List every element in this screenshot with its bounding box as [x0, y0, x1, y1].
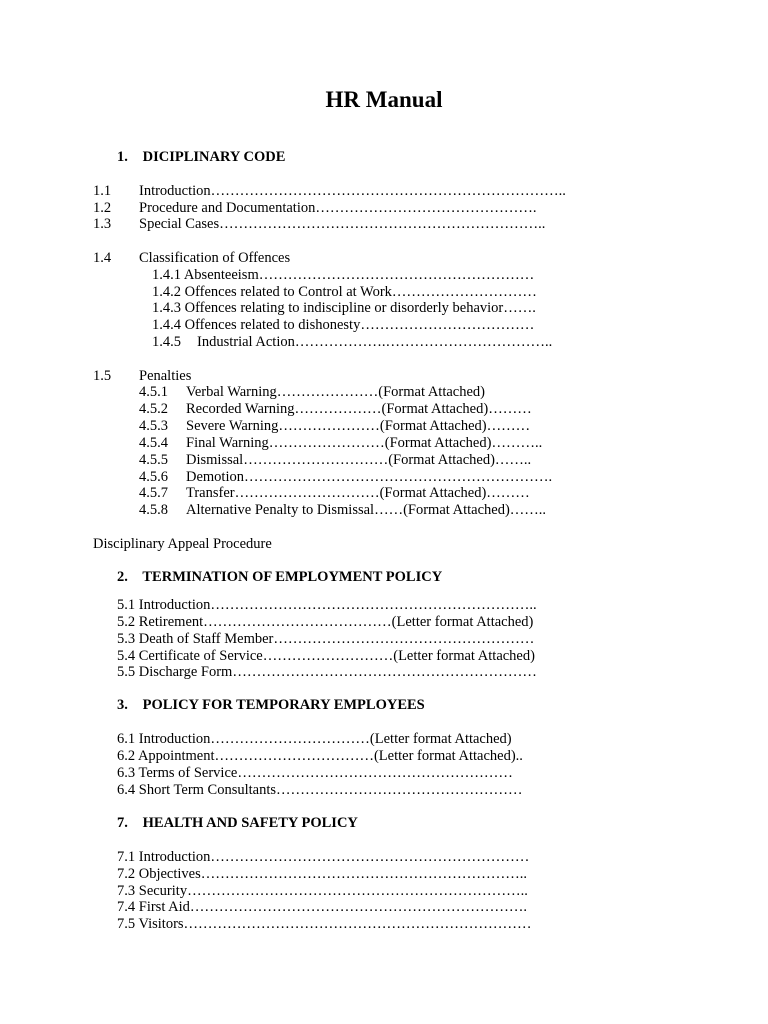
toc-item: [93, 368, 191, 385]
toc-item: 7.1 Introduction…………………………………………………………: [117, 849, 530, 865]
section-title: HEALTH AND SAFETY POLICY: [142, 815, 358, 831]
section-heading-temporary-employees: [117, 697, 425, 714]
section-title: POLICY FOR TEMPORARY EMPLOYEES: [142, 697, 425, 713]
item-number: 1.4.5: [152, 334, 181, 350]
item-number: 4.5.4: [139, 435, 168, 451]
penalty-item: [139, 502, 546, 519]
toc-item: [93, 250, 290, 267]
toc-subitem: 1.4.3 Offences relating to indiscipline or disorderly behavior…….: [152, 300, 536, 316]
item-number: 4.5.2: [139, 401, 168, 417]
item-text: Transfer…………………………(Format Attached)………: [186, 485, 530, 501]
penalty-item: [139, 452, 531, 469]
item-number: 1.3: [93, 216, 112, 232]
toc-subitem: [152, 334, 552, 351]
item-text: Alternative Penalty to Dismissal……(Format Attached)……..: [186, 502, 547, 518]
section-number: 3.: [117, 697, 128, 713]
item-text: Introduction………………………………………………………………..: [139, 183, 566, 199]
penalty-item: [139, 418, 530, 435]
item-text: Penalties: [139, 368, 192, 384]
toc-item: 6.2 Appointment……………………………(Letter format Attached)..: [117, 748, 523, 764]
item-number: 4.5.1: [139, 384, 168, 400]
section-number: 1.: [117, 149, 128, 165]
toc-item: 5.2 Retirement…………………………………(Letter format Attached): [117, 614, 534, 630]
item-text: Industrial Action……………….……………………………..: [197, 334, 553, 350]
toc-item: 7.5 Visitors………………………………………………………………: [117, 916, 532, 932]
item-number: 1.1: [93, 183, 112, 199]
section-number: 7.: [117, 815, 128, 831]
item-text: Final Warning……………………(Format Attached)………..: [186, 435, 543, 451]
item-text: Dismissal…………………………(Format Attached)……..: [186, 452, 532, 468]
penalty-item: [139, 485, 530, 502]
toc-item: 5.1 Introduction…………………………………………………………..: [117, 597, 537, 613]
page-title: HR Manual: [325, 87, 443, 112]
item-text: Demotion……………………………………………………….: [186, 469, 553, 485]
toc-item: 7.2 Objectives…………………………………………………………..: [117, 866, 528, 882]
toc-item: 7.3 Security……………………………………………………………..: [117, 883, 528, 899]
item-number: 4.5.8: [139, 502, 168, 518]
penalty-item: [139, 401, 532, 418]
item-text: Verbal Warning…………………(Format Attached): [186, 384, 485, 400]
section-heading-health-safety: [117, 815, 358, 832]
toc-item: 6.4 Short Term Consultants……………………………………………: [117, 782, 523, 798]
penalty-item: [139, 384, 485, 401]
penalty-item: [139, 469, 552, 486]
toc-item: 5.3 Death of Staff Member………………………………………………: [117, 631, 535, 647]
toc-item: 5.5 Discharge Form………………………………………………………: [117, 664, 537, 680]
item-text: Special Cases…………………………………………………………..: [139, 216, 546, 232]
item-number: 1.4: [93, 250, 112, 266]
item-text: Procedure and Documentation……………………………………….: [139, 200, 537, 216]
toc-item: 6.1 Introduction……………………………(Letter format Attached): [117, 731, 512, 747]
section-heading-termination: [117, 569, 442, 586]
appeal-procedure-line: Disciplinary Appeal Procedure: [93, 536, 272, 552]
section-title: TERMINATION OF EMPLOYMENT POLICY: [142, 569, 443, 585]
item-number: 4.5.7: [139, 485, 168, 501]
item-number: 4.5.6: [139, 469, 168, 485]
toc-item: [93, 216, 545, 233]
toc-item: 7.4 First Aid…………………………………………………………….: [117, 899, 528, 915]
item-number: 4.5.5: [139, 452, 168, 468]
toc-subitem: 1.4.4 Offences related to dishonesty………………………………: [152, 317, 535, 333]
toc-subitem: 1.4.2 Offences related to Control at Work…………………………: [152, 284, 537, 300]
item-number: 4.5.3: [139, 418, 168, 434]
toc-item: 6.3 Terms of Service…………………………………………………: [117, 765, 513, 781]
item-text: Recorded Warning………………(Format Attached)………: [186, 401, 532, 417]
item-number: 1.2: [93, 200, 112, 216]
penalty-item: [139, 435, 542, 452]
section-heading-disciplinary-code: [117, 149, 285, 166]
toc-item: [93, 183, 566, 200]
item-text: Severe Warning…………………(Format Attached)………: [186, 418, 531, 434]
item-number: 1.5: [93, 368, 112, 384]
section-title: DICIPLINARY CODE: [142, 149, 286, 165]
section-number: 2.: [117, 569, 128, 585]
toc-subitem: 1.4.1 Absenteeism…………………………………………………: [152, 267, 535, 283]
toc-item: 5.4 Certificate of Service………………………(Letter format Attached): [117, 648, 535, 664]
toc-item: [93, 200, 536, 217]
item-text: Classification of Offences: [139, 250, 291, 266]
